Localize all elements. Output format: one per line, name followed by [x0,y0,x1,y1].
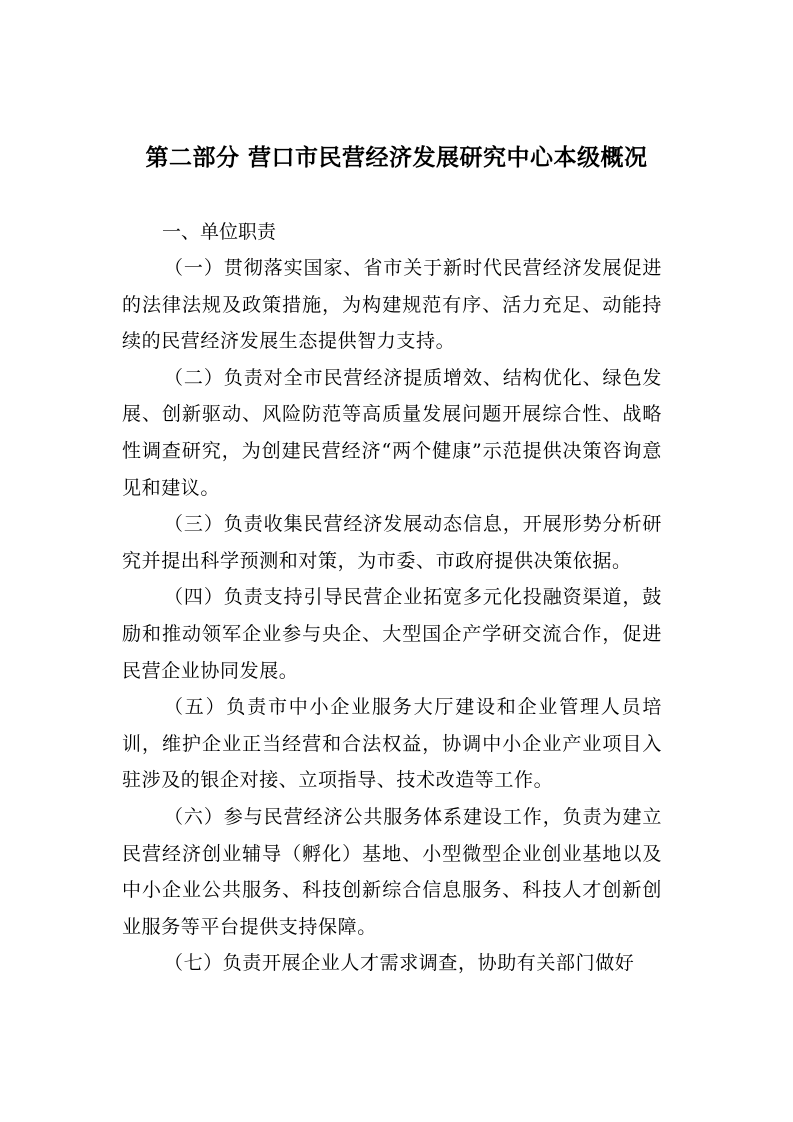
paragraph-6: （六）参与民营经济公共服务体系建设工作，负责为建立民营经济创业辅导（孵化）基地、小型微型企业创业基地以及中小企业公共服务、科技创新综合信息服务、科技人才创新创业服务等平台提供支持保障。 [122,805,662,938]
paragraph-2: （二）负责对全市民营经济提质增效、结构优化、绿色发展、创新驱动、风险防范等高质量发展问题开展综合性、战略性调查研究，为创建民营经济“两个健康”示范提供决策咨询意见和建议。 [122,366,662,499]
paragraph-7: （七）负责开展企业人才需求调查，协助有关部门做好 [164,952,635,975]
section-heading: 一、单位职责 [162,221,277,243]
paragraph-1: （一）贯彻落实国家、省市关于新时代民营经济发展促进的法律法规及政策措施，为构建规范有序、活力充足、动能持续的民营经济发展生态提供智力支持。 [122,257,662,353]
body-text [122,250,662,982]
paragraph-4: （四）负责支持引导民营企业拓宽多元化投融资渠道，鼓励和推动领军企业参与央企、大型国企产学研交流合作，促进民营企业协同发展。 [122,586,662,682]
paragraph-5: （五）负责市中小企业服务大厅建设和企业管理人员培训，维护企业正当经营和合法权益，协调中小企业产业项目入驻涉及的银企对接、立项指导、技术改造等工作。 [122,696,662,792]
paragraph-3: （三）负责收集民营经济发展动态信息，开展形势分析研究并提出科学预测和对策，为市委、市政府提供决策依据。 [122,513,662,572]
page-title: 第二部分 营口市民营经济发展研究中心本级概况 [145,145,648,171]
